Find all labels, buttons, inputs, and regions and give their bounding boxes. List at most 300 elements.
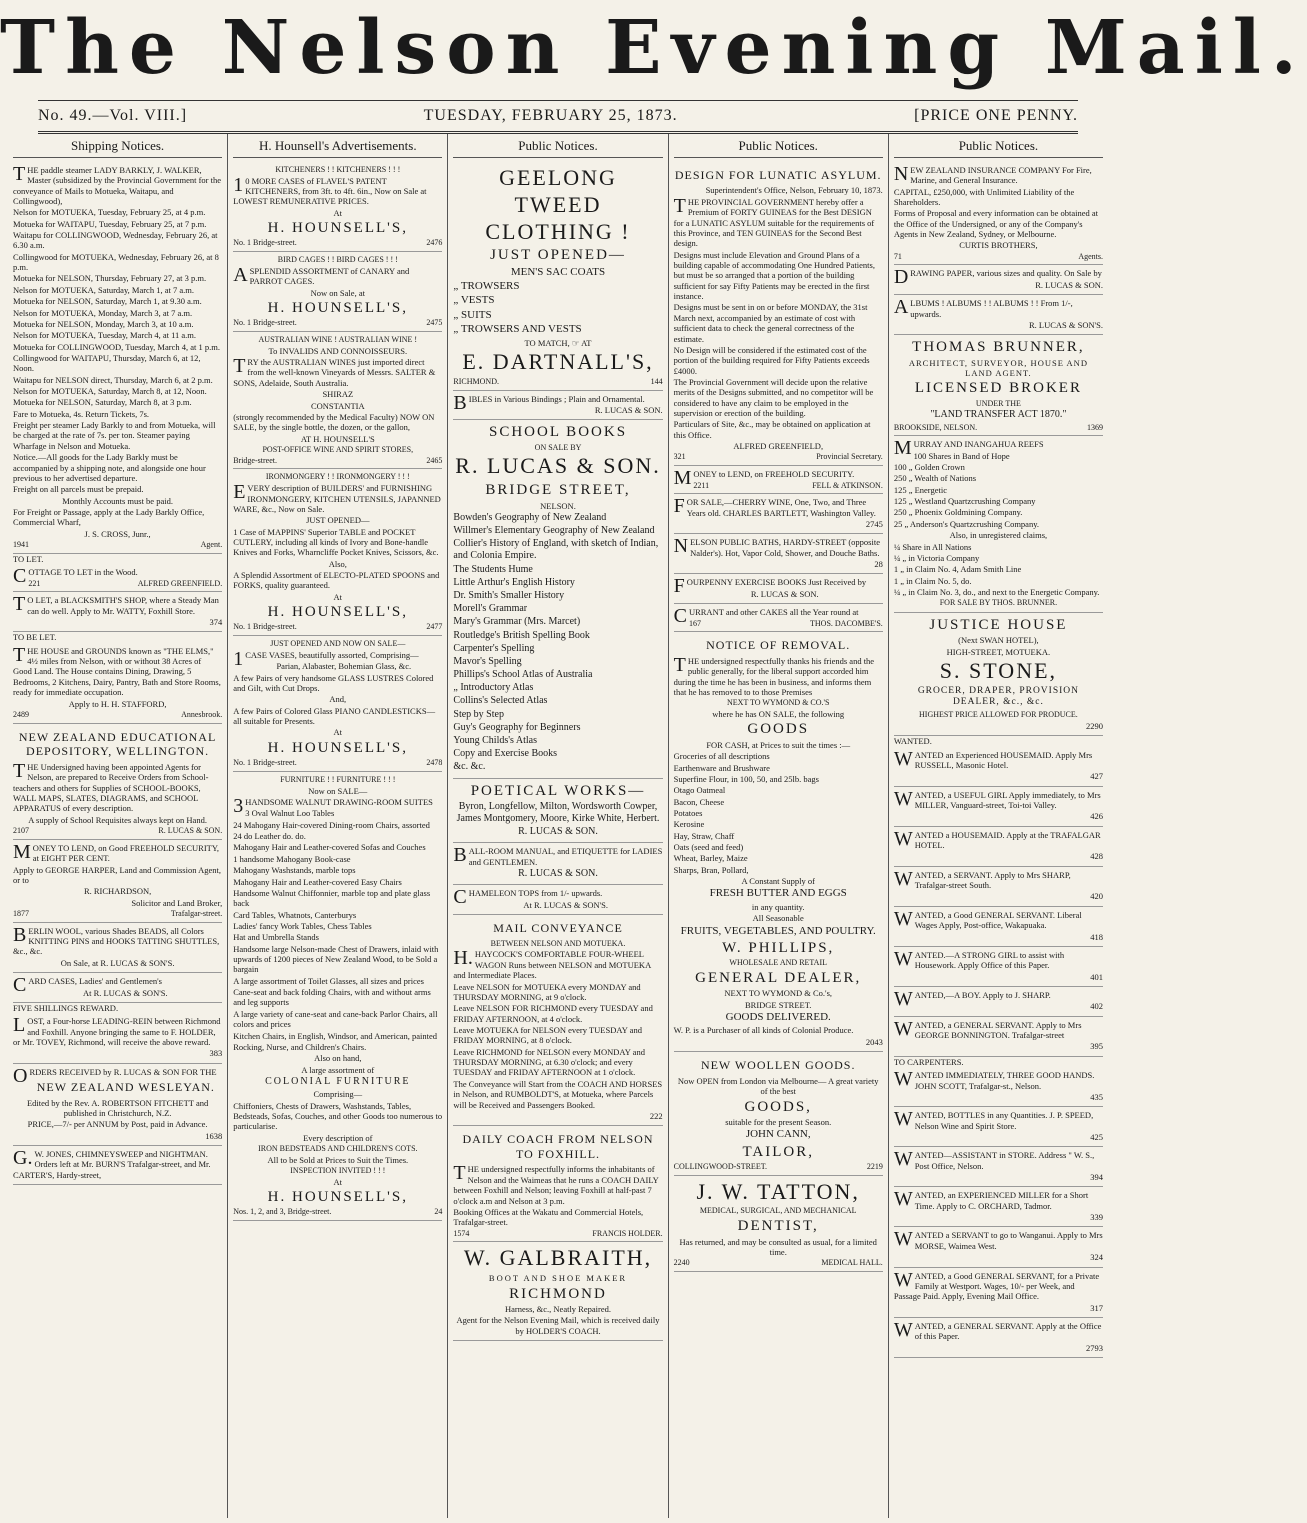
ad-text: Byron, Longfellow, Milton, Wordsworth Cowper, James Montgomery, Moore, Kirke White, Herbert.: [456, 800, 660, 825]
ad-text: BERLIN WOOL, various Shades BEADS, all Colors KNITTING PINS and HOOKS TATTING SHUTTLES, &c., &c.: [13, 923, 220, 957]
furniture-item: 24 do Leather do. do.: [233, 831, 306, 842]
ad-number: 418: [1090, 931, 1104, 942]
ad-text: Also on hand,: [314, 1053, 362, 1064]
wanted-ad: [894, 987, 1103, 1017]
ad-number: 317: [1090, 1302, 1104, 1313]
ad-title: JUSTICE HOUSE: [929, 617, 1068, 634]
wanted-ad: [894, 1227, 1103, 1267]
ad-text: The Conveyance will Start from the COACH AND HORSES in Nelson, and RUMBOLDT'S, at Motueka, where Parcels will be Received and Passengers Booked.: [453, 1078, 663, 1110]
claims-list: [894, 542, 1103, 598]
ad-text: CURRANT and other CAKES all the Year round at: [673, 605, 859, 628]
ad-number: 2745: [865, 519, 883, 530]
ad-title: SCHOOL BOOKS: [488, 424, 628, 441]
ad-text: 1 Case of MAPPINS' Superior TABLE and POCKET CUTLERY, including all kinds of Ivory and Bone-handle Knives and Forks, Wharncliffe Pocket Knives, Scissors, &c.: [233, 526, 439, 558]
ad-text: No Design will be considered if the estimated cost of the portion of the building required for Fifty Patients exceeds £4000.: [673, 344, 870, 376]
furniture-item: Mahogany Hair and Leather-covered Easy Chairs: [233, 876, 402, 887]
ad-text: UNDER THE: [975, 398, 1021, 408]
wanted-ad: [894, 1268, 1103, 1318]
ad-footer: [13, 826, 222, 836]
ad-signer: JOHN CANN,: [745, 1128, 811, 1141]
exercise-books-ad: [674, 574, 883, 604]
ad-number: 426: [1090, 811, 1104, 822]
furniture-item: A large variety of cane-seat and cane-back Parlor Chairs, all colors and prices: [233, 1008, 438, 1030]
ad-signer: THOS. DACOMBE'S.: [810, 618, 883, 628]
ad-text: TO LET, a BLACKSMITH'S SHOP, where a Steady Man can do well. Apply to Mr. WATTY, Foxhill Store.: [13, 593, 219, 616]
ad-text: COTTAGE TO LET in the Wood.: [13, 565, 138, 588]
ad-text: Apply to GEORGE HARPER, Land and Commission Agent, or to: [13, 864, 222, 885]
wine-ad: [233, 332, 442, 469]
ad-signer: ALFRED GREENFIELD,: [733, 441, 824, 452]
schedule-item: Motueka for WAITAPU, Tuesday, February 25, at 7 p.m.: [13, 218, 207, 229]
ad-text: ALBUMS ! ALBUMS ! ! ALBUMS ! ! From 1/-, upwards.: [893, 296, 1073, 319]
furniture-item: 3 Oval Walnut Loo Tables: [245, 808, 335, 819]
clothing-list: [453, 280, 662, 337]
ad-number: 425: [1090, 1131, 1104, 1142]
share-item: 100 Shares in Band of Hope: [913, 450, 1010, 461]
ad-store: POST-OFFICE WINE AND SPIRIT STORES,: [262, 444, 414, 454]
kitcheners-ad: [233, 162, 442, 252]
ad-text: ON SALE BY: [534, 442, 582, 452]
schedule-item: Nelson for MOTUEKA, Monday, March 3, at 7 a.m.: [13, 307, 193, 318]
ad-number: 339: [1090, 1212, 1104, 1223]
ad-title: POETICAL WORKS—: [470, 782, 646, 799]
wanted-ad: [894, 747, 1103, 787]
furniture-ad: [233, 772, 442, 1221]
furniture-list: [233, 808, 442, 1052]
book-item: Little Arthur's English History: [453, 576, 575, 588]
section-heading: FIVE SHILLINGS REWARD.: [13, 1002, 119, 1013]
goods-item: Otago Oatmeal: [673, 785, 726, 796]
lunatic-asylum-ad: [674, 162, 883, 466]
ad-text: GOODS: [747, 721, 810, 738]
vases-ad: [233, 636, 442, 772]
goods-item: Wheat, Barley, Maize: [673, 853, 748, 864]
bird-cages-ad: [233, 252, 442, 332]
ad-number: 2793: [1086, 1342, 1104, 1353]
schedule-item: Motueka for COLLINGWOOD, Tuesday, March 4, at 1 p.m.: [13, 341, 220, 352]
schedule-item: Waitapu for NELSON direct, Thursday, March 6, at 2 p.m.: [13, 374, 213, 385]
ad-text: WANTED IMMEDIATELY, THREE GOOD HANDS. JOHN SCOTT, Trafalgar-st., Nelson.: [893, 1068, 1095, 1091]
ad-text: MEDICAL, SURGICAL, AND MECHANICAL: [699, 1206, 857, 1216]
ad-text: Has returned, and may be consulted as usual, for a limited time.: [679, 1236, 877, 1257]
ad-number: 2043: [865, 1036, 883, 1047]
wanted-ad: [894, 867, 1103, 907]
ad-text: Comprising—: [313, 1089, 363, 1100]
book-item: Guy's Geography for Beginners: [453, 721, 581, 733]
goods-item: Bacon, Cheese: [673, 796, 725, 807]
ad-number: 2465: [426, 455, 443, 465]
lost-ad: [13, 1013, 222, 1063]
brunner-ad: [894, 335, 1103, 436]
house-ad: [13, 643, 222, 724]
book-item: Collins's Selected Atlas: [453, 695, 548, 707]
issue-date: TUESDAY, FEBRUARY 25, 1873.: [423, 107, 678, 124]
ad-number: 401: [1090, 971, 1104, 982]
bibles-ad: [453, 391, 662, 421]
ad-number: 2107: [13, 826, 29, 836]
issue-price: [PRICE ONE PENNY.: [914, 107, 1078, 124]
column-4: [668, 134, 888, 1518]
book-item: Dr. Smith's Smaller History: [453, 589, 565, 601]
ad-signer: J. S. CROSS, Junr.,: [84, 528, 151, 539]
cottage-ad: [13, 564, 222, 592]
wanted-ad: [894, 787, 1103, 827]
ad-number: 374: [209, 617, 223, 628]
ad-store: H. HOUNSELL'S,: [267, 604, 408, 621]
share-item: 125 „ Westland Quartzcrushing Company: [893, 496, 1036, 507]
ad-place: MEDICAL HALL.: [821, 1258, 883, 1268]
ad-store: R. LUCAS & SON.: [455, 453, 661, 479]
wanted-ad: [894, 1187, 1103, 1227]
ad-text: All to be Sold at Prices to Suit the Times.: [267, 1154, 409, 1165]
ad-text: At: [333, 727, 343, 738]
ad-text: Now on Sale, at: [310, 287, 365, 298]
ad-text: SHIRAZ: [322, 389, 354, 400]
ad-title: J. W. TATTON,: [696, 1178, 860, 1204]
ad-address: Nos. 1, 2, and 3, Bridge-street.: [233, 1207, 332, 1217]
ad-footer: [233, 318, 442, 328]
ad-text: Monthly Accounts must be paid.: [62, 495, 173, 506]
ad-text: A Splendid Assortment of ELECTO-PLATED SPOONS and FORKS, quality guaranteed.: [233, 570, 440, 591]
ad-text: FOR SALE BY THOS. BRUNNER.: [939, 598, 1058, 608]
chimneysweep-ad: [13, 1146, 222, 1185]
ad-title: DESIGN FOR LUNATIC ASYLUM.: [674, 167, 882, 182]
wanted-list: [894, 747, 1103, 1057]
ad-text: WANTED,—A BOY. Apply to J. SHARP.: [893, 988, 1051, 1010]
ad-number: 395: [1090, 1041, 1104, 1052]
ad-number: 222: [649, 1110, 663, 1121]
card-cases-ad: [13, 973, 222, 1003]
ad-signer: R. LUCAS & SON.: [1035, 279, 1104, 290]
ad-text: Superintendent's Office, Nelson, February 10, 1873.: [705, 185, 883, 196]
ad-text: At R. LUCAS & SON'S.: [523, 899, 609, 910]
ad-signer: W. PHILLIPS,: [722, 939, 835, 956]
ad-text: WANTED, BOTTLES in any Quantities. J. P. SPEED, Nelson Wine and Spirit Store.: [893, 1108, 1094, 1131]
ad-text: THE undersigned respectfully thanks his friends and the public generally, for the liberal support accorded him during the time he has been in business, and informs them that he has removed to to those Premises: [673, 653, 875, 698]
ad-text: At: [333, 207, 343, 218]
book-item: Bowden's Geography of New Zealand: [453, 511, 607, 523]
share-item: 100 „ Golden Crown: [893, 462, 965, 472]
school-books-ad: [453, 420, 662, 778]
book-item: Copy and Exercise Books: [453, 748, 557, 760]
goods-item: Earthenware and Brushware: [673, 762, 770, 773]
column-3: [447, 134, 667, 1518]
ad-text: Now on SALE—: [308, 785, 368, 796]
ad-text: JUST OPENED—: [306, 515, 370, 526]
wanted-ad: [894, 1318, 1103, 1358]
goods-item: Superfine Flour, in 100, 50, and 25lb. bags: [673, 773, 819, 784]
ad-text: Apply to H. H. STAFFORD,: [68, 698, 167, 709]
ad-text: MURRAY AND INANGAHUA REEFS: [893, 437, 1044, 460]
ad-text: CARD CASES, Ladies' and Gentlemen's: [13, 974, 162, 997]
book-item: Collier's History of England, with sketch of Indian, and Colonia Empire.: [453, 538, 659, 562]
furniture-item: 24 Mahogany Hair-covered Dining-room Chairs, assorted: [233, 819, 430, 830]
ad-store: H. HOUNSELL'S,: [267, 1189, 408, 1206]
ad-store: E. DARTNALL'S,: [462, 349, 654, 375]
ad-text: WANTED a SERVANT to go to Wanganui. Apply to Mrs MORSE, Waimea West.: [893, 1228, 1103, 1251]
ad-text: where he has ON SALE, the following: [712, 709, 845, 720]
furniture-item: A large assortment of Toilet Glasses, all sizes and prices: [233, 975, 424, 986]
ad-number: 2477: [426, 622, 443, 632]
ad-title: NOTICE OF REMOVAL.: [706, 638, 851, 653]
issue-number: No. 49.—Vol. VIII.]: [38, 107, 188, 124]
ad-text: A supply of School Requisites always kept on Hand.: [28, 814, 207, 825]
ad-text: MEN'S SAC COATS: [510, 265, 606, 278]
ad-text: WANTED, an EXPERIENCED MILLER for a Short Time. Apply to C. ORCHARD, Tadmor.: [893, 1188, 1089, 1211]
ad-text: 1CASE VASES, beautifully assorted, Comprising—: [233, 647, 419, 670]
ad-number: 24: [434, 1207, 443, 1217]
ad-signer: FRANCIS HOLDER.: [592, 1228, 663, 1238]
schedule-item: Leave NELSON FOR RICHMOND every TUESDAY and FRIDAY AFTERNOON, at 4 o'clock.: [453, 1003, 653, 1024]
ad-text: "LAND TRANSFER ACT 1870.": [930, 409, 1067, 421]
column-heading: Public Notices.: [674, 134, 883, 158]
ad-text: WANTED, a GENERAL SERVANT. Apply at the Office of this Paper.: [893, 1318, 1102, 1342]
ad-footer: [453, 377, 662, 387]
ad-text: Booking Offices at the Wakatu and Commercial Hotels, Trafalgar-street.: [453, 1206, 644, 1228]
ad-text: THE Undersigned having been appointed Agents for Nelson, are prepared to Receive Orders from School-teachers and others for Supplies of SCHOOL-BOOKS, WALL MAPS, SLATES, DIAGRAMS, and SCHOOL APPARATUS of every description.: [13, 759, 209, 814]
claim-item: ¼ Share in All Nations: [893, 541, 972, 552]
ad-number: 420: [1090, 891, 1104, 902]
ironmongery-ad: [233, 469, 442, 636]
ad-text: On Sale, at R. LUCAS & SON'S.: [60, 957, 175, 968]
ad-number: 2478: [426, 758, 443, 768]
ad-text: WHOLESALE AND RETAIL: [729, 958, 827, 968]
ad-number: 427: [1090, 771, 1104, 782]
wanted-ad: [894, 1107, 1103, 1147]
schedule-item: Motueka for NELSON, Monday, March 3, at 10 a.m.: [13, 318, 194, 329]
ad-number: 28: [874, 559, 883, 570]
ad-text: in any quantity.: [751, 901, 805, 912]
ad-text: JUST OPENED—: [490, 247, 626, 264]
ad-number: 144: [650, 376, 663, 386]
ad-place: Trafalgar-street.: [170, 908, 223, 918]
masthead: [0, 0, 1307, 96]
removal-ad: [674, 632, 883, 1052]
ad-text: At: [333, 591, 343, 602]
ad-number: 1941: [13, 540, 29, 550]
insurance-ad: [894, 162, 1103, 266]
ad-text: A Constant Supply of: [741, 876, 815, 887]
book-item: Mary's Grammar (Mrs. Marcet): [453, 616, 581, 628]
ad-signer: ALFRED GREENFIELD.: [137, 578, 223, 588]
ad-text: W. P. is a Purchaser of all kinds of Colonial Produce.: [673, 1025, 854, 1036]
ad-text: And,: [329, 694, 347, 705]
furniture-item: Kitchen Chairs, in English, Windsor, and American, painted: [233, 1030, 438, 1041]
ad-footer: [233, 1207, 442, 1217]
section-heading: TO BE LET.: [13, 632, 57, 643]
schedule-item: Collingwood for WAITAPU, Thursday, March 6, at 12, Noon.: [13, 352, 201, 374]
schedule-item: Leave NELSON for MOTUEKA every MONDAY and THURSDAY MORNING, at 9 o'clock.: [453, 981, 641, 1002]
ad-text: FRESH BUTTER AND EGGS: [709, 887, 847, 900]
furniture-item: Cane-seat and back folding Chairs, with and without arms and leg supports: [233, 987, 431, 1008]
ad-footer: [233, 238, 442, 248]
ad-role: Agents.: [1078, 251, 1104, 261]
ad-store: H. HOUNSELL'S,: [267, 299, 408, 316]
furniture-item: Handsome large Nelson-made Chest of Drawers, inlaid with upwards of 1200 pieces of New Zealand Wood, to be Sold a bargain: [233, 943, 439, 975]
ad-title: GEELONG TWEED CLOTHING !: [485, 164, 631, 244]
goods-list: [674, 751, 883, 875]
book-item: Morell's Grammar: [453, 603, 528, 615]
ad-text: A large assortment of: [301, 1064, 375, 1075]
book-item: Phillips's School Atlas of Australia: [453, 669, 593, 681]
ad-title: FURNITURE ! ! FURNITURE ! ! !: [280, 774, 396, 784]
ad-title: NEW ZEALAND EDUCATIONAL DEPOSITORY, WELLINGTON.: [18, 729, 217, 759]
ad-title: JUST OPENED AND NOW ON SALE—: [270, 639, 406, 649]
schedule-item: Motueka for NELSON, Thursday, February 27, at 3 p.m.: [13, 273, 207, 284]
ad-text: NEW ZEALAND INSURANCE COMPANY For Fire, Marine, and General Insurance.: [893, 162, 1092, 186]
ad-number: 2475: [426, 318, 443, 328]
ad-text: At: [333, 1176, 343, 1187]
clothing-item: „ SUITS: [453, 308, 492, 321]
ad-number: 2219: [866, 1161, 883, 1171]
ad-text: ORDERS RECEIVED by R. LUCAS & SON FOR THE: [13, 1064, 217, 1087]
ad-text: NELSON PUBLIC BATHS, HARDY-STREET (opposite Nalder's). Hot, Vapor Cold, Shower, and Douche Baths.: [673, 535, 880, 558]
ad-number: 435: [1090, 1091, 1104, 1102]
cakes-ad: [674, 604, 883, 632]
berlin-wool-ad: [13, 923, 222, 973]
column-heading: H. Hounsell's Advertisements.: [233, 134, 442, 158]
schedule-item: Waitapu for COLLINGWOOD, Wednesday, February 26, at 6.30 a.m.: [13, 230, 218, 251]
ad-text: WANTED, a USEFUL GIRL Apply immediately, to Mrs MILLER, Vanguard-street, Toi-toi Valley.: [893, 787, 1101, 810]
ad-signer: R. LUCAS & SON.: [158, 826, 223, 836]
ad-number: 1574: [453, 1228, 470, 1238]
dateline: [38, 100, 1078, 134]
goods-item: Kerosine: [673, 819, 705, 830]
claim-item: 1 „ in Claim No. 5, do.: [893, 575, 972, 586]
ad-text: Designs must include Elevation and Ground Plans of a building capable of accommodating One Hundred Patients, but must be so arranged that a portion of the building sufficient for say Fifty Patients may be erected in the first instance.: [673, 249, 875, 302]
ad-number: 383: [209, 1048, 223, 1059]
share-item: 250 „ Phoenix Goldmining Company.: [893, 507, 1023, 518]
ad-footer: [13, 710, 222, 720]
ad-text: LICENSED BROKER: [914, 380, 1082, 397]
ad-text: 3HANDSOME WALNUT DRAWING-ROOM SUITES: [233, 794, 433, 817]
wanted-ad: [894, 827, 1103, 867]
schedule-item: Collingwood for MOTUEKA, Wednesday, February 26, at 8 p.m.: [13, 251, 219, 273]
ad-text: For Freight or Passage, apply at the Lady Barkly Office, Commercial Wharf,: [13, 507, 205, 528]
ad-text: MONEY TO LEND, on Good FREEHOLD SECURITY, at EIGHT PER CENT.: [13, 840, 220, 864]
furniture-item: Mahogany Hair and Leather-covered Sofas and Couches: [233, 842, 426, 853]
furniture-item: Hat and Umbrella Stands: [233, 932, 319, 943]
furniture-item: Rocking, Nurse, and Children's Chairs.: [233, 1041, 367, 1052]
ad-text: CONSTANTIA: [310, 400, 365, 411]
ad-text: BALL-ROOM MANUAL, and ETIQUETTE for LADIES and GENTLEMEN.: [453, 844, 663, 867]
ad-text: AT H. HOUNSELL'S: [300, 433, 375, 444]
schedule-item: Leave RICHMOND for NELSON every MONDAY and THURSDAY MORNING, at 6.30 o'clock; and every TUESDAY and FRIDAY AFTERNOON at 1 o'clock.: [453, 1046, 645, 1078]
ad-footer: [693, 481, 882, 491]
ad-text: THE PROVINCIAL GOVERNMENT hereby offer a Premium of FORTY GUINEAS for the Best DESIGN for a LUNATIC ASYLUM suitable for the requirements of this Province, and TEN GUINEAS for the Second Best design.: [673, 194, 875, 249]
ad-place: RICHMOND.: [453, 376, 499, 386]
ad-footer: [894, 252, 1103, 262]
educational-ad: [13, 724, 222, 840]
ad-text: FRUITS, VEGETABLES, AND POULTRY.: [680, 924, 876, 937]
wanted-list: [894, 1067, 1103, 1358]
ad-address: Bridge-street.: [233, 455, 277, 465]
newspaper-title: The Nelson Evening Mail.: [0, 5, 1307, 91]
schedule-item: Nelson for MOTUEKA, Tuesday, March 4, at 11 a.m.: [13, 330, 197, 341]
book-item: Step by Step: [453, 708, 504, 720]
ad-text: COLONIAL FURNITURE: [265, 1075, 411, 1087]
ad-subtitle: BETWEEN NELSON AND MOTUEKA.: [490, 938, 626, 948]
ad-text: INSPECTION INVITED ! ! !: [290, 1166, 386, 1176]
ad-text: BRIDGE STREET.: [744, 999, 812, 1010]
ad-text: Harness, &c., Neatly Repaired.: [505, 1303, 611, 1314]
ad-title: W. GALBRAITH,: [463, 1245, 653, 1271]
ad-text: FOR CASH, at Prices to suit the times :—: [706, 739, 851, 750]
furniture-item: 1 handsome Mahogany Book-case: [233, 853, 351, 864]
ad-title: IRONMONGERY ! ! IRONMONGERY ! ! !: [265, 472, 410, 482]
ad-signer: R. LUCAS & SON.: [518, 868, 598, 880]
ad-text: ARCHITECT, SURVEYOR, HOUSE AND LAND AGENT.: [908, 357, 1088, 378]
ad-text: Edited by the Rev. A. ROBERTSON FITCHETT and published in Christchurch, N.Z.: [26, 1097, 209, 1118]
ad-number: 2489: [13, 709, 29, 719]
ad-number: 321: [673, 452, 686, 462]
ad-text: BOOT AND SHOE MAKER: [488, 1273, 628, 1284]
ad-text: THE paddle steamer LADY BARKLY, J. WALKER, Master (subsidized by the Provincial Government for the conveyance of Mails to Motueka, Waitapu, and Collingwood),: [13, 162, 222, 206]
book-item: „ Introductory Atlas: [453, 682, 534, 694]
ad-text: Chiffoniers, Chests of Drawers, Washstands, Tables, Bedsteads, Sofas, Couches, and other Goods too numerous to particularise.: [233, 1100, 443, 1132]
ad-role: Agent.: [200, 540, 223, 550]
daily-coach-ad: [453, 1126, 662, 1242]
ad-footer: [674, 452, 883, 462]
ad-number: 1369: [1087, 422, 1104, 432]
ad-text: NEXT TO WYMOND & Co.'s,: [724, 988, 833, 999]
ad-signer: R. LUCAS & SON.: [750, 588, 819, 599]
ad-signer: R. LUCAS & SON'S.: [1028, 319, 1104, 330]
ad-footer: [28, 579, 222, 589]
ad-text: Every description of: [303, 1132, 373, 1143]
goods-item: Groceries of all descriptions: [673, 751, 770, 762]
ad-footer: [233, 622, 442, 632]
goods-item: Hay, Straw, Chaff: [673, 830, 735, 841]
blacksmith-ad: [13, 592, 222, 632]
ad-text: GOODS DELIVERED.: [725, 1011, 831, 1024]
share-item: 125 „ Energetic: [893, 484, 947, 495]
ad-footer: [453, 1229, 662, 1239]
schedule-list: [13, 207, 222, 407]
ad-text: GOODS,: [744, 1098, 812, 1115]
ad-address: No. 1 Bridge-street.: [233, 622, 297, 632]
ad-text: WANTED, a GENERAL SERVANT. Apply to Mrs GEORGE BONNINGTON. Trafalgar-street: [893, 1017, 1082, 1041]
shares-list: [894, 451, 1103, 530]
ad-number: 428: [1090, 851, 1104, 862]
clothing-item: „ TROWSERS: [453, 280, 520, 293]
ad-text: MONEY to LEND, on FREEHOLD SECURITY.: [673, 467, 855, 490]
ad-footer: [13, 540, 222, 550]
money-to-lend-ad: [674, 466, 883, 494]
ad-number: 1877: [13, 908, 29, 918]
ad-text: Also,: [328, 558, 347, 569]
schedule-item: Nelson for MOTUEKA, Saturday, March 8, at 12, Noon.: [13, 386, 207, 397]
clothing-item: „ VESTS: [453, 294, 495, 307]
column-heading: Public Notices.: [894, 134, 1103, 158]
book-list: [453, 512, 662, 774]
dentist-ad: [674, 1176, 883, 1272]
ad-address: No. 1 Bridge-street.: [233, 318, 297, 328]
furniture-item: Ladies' fancy Work Tables, Chess Tables: [233, 920, 372, 931]
furniture-item: Mahogany Washstands, marble tops: [233, 865, 356, 876]
chameleon-tops-ad: [453, 885, 662, 915]
ad-number: 71: [893, 251, 902, 261]
goods-item: Potatoes: [673, 807, 703, 818]
ad-text: A few Pairs of Colored Glass PIANO CANDLESTICKS—all suitable for Presents.: [233, 705, 436, 727]
galbraith-ad: [453, 1242, 662, 1341]
ad-text: A few Pairs of very handsome GLASS LUSTRES Colored and Gilt, with Cut Drops.: [233, 672, 434, 694]
ad-signer: CURTIS BROTHERS,: [959, 240, 1038, 251]
justice-house-ad: [894, 613, 1103, 736]
ball-room-ad: [453, 843, 662, 885]
ad-text: WANTED a HOUSEMAID. Apply at the TRAFALGAR HOTEL.: [893, 827, 1101, 851]
ad-text: LOST, a Four-horse LEADING-REIN between Richmond and Foxhill. Anyone bringing the same to F. HOLDER, or Mr. TOVEY, Richmond, will receive the above reward.: [13, 1014, 221, 1047]
